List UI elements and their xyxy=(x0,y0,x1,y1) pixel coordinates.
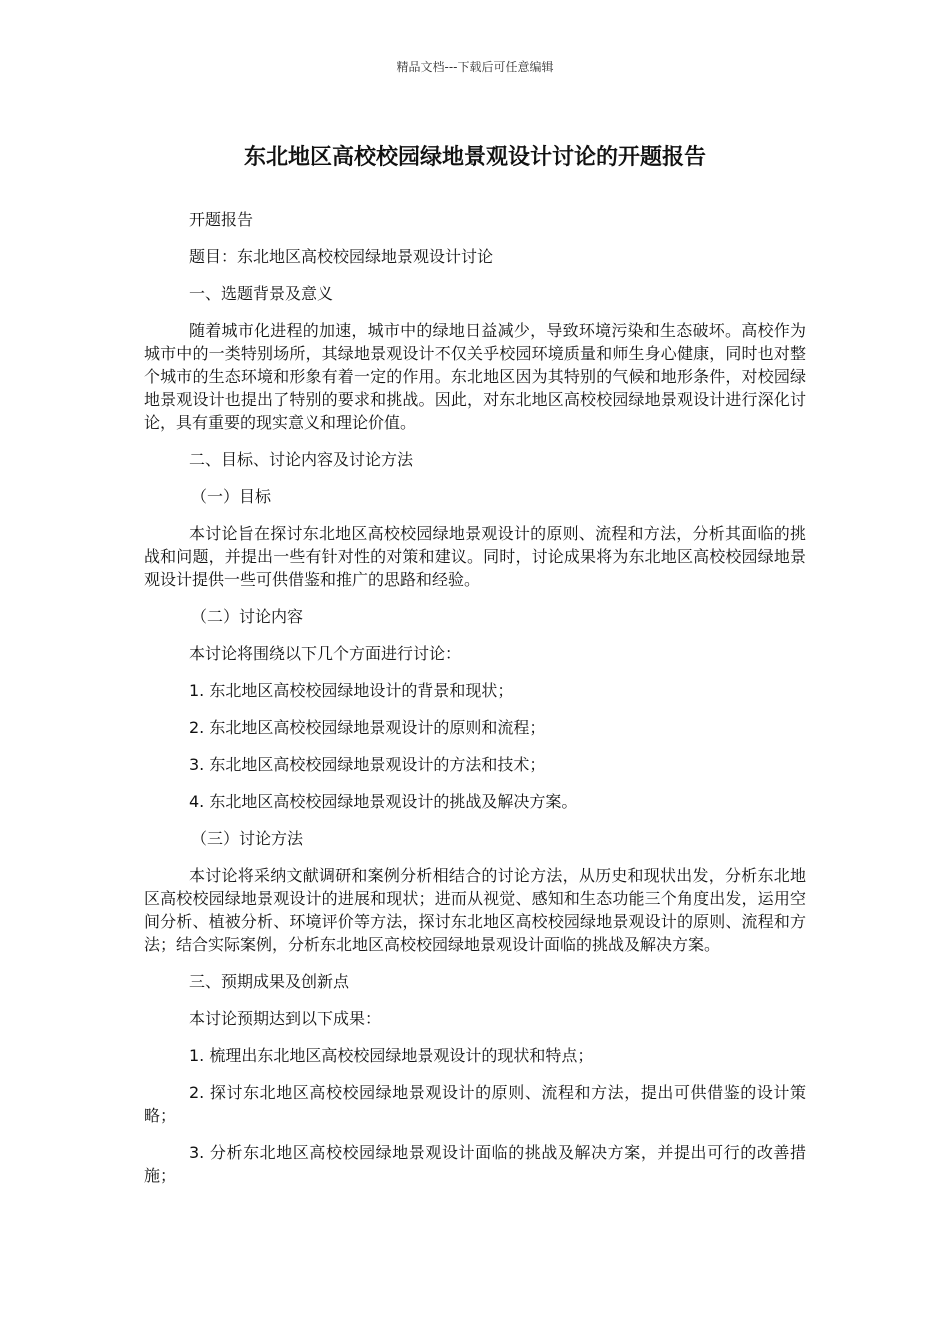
document-body xyxy=(144,208,806,1201)
subsection-heading: （三）讨论方法 xyxy=(191,829,304,848)
section-heading: 一、选题背景及意义 xyxy=(189,284,334,303)
body-paragraph: 本讨论将采纳文献调研和案例分析相结合的讨论方法，从历史和现状出发，分析东北地区高校校园绿地景观设计的进展和现状；进而从视觉、感知和生态功能三个角度出发，运用空间分析、植被分析、环境评价等方法，探讨东北地区高校校园绿地景观设计的原则、流程和方法；结合实际案例，分析东北地区高校校园绿地景观设计面临的挑战及解决方案。 xyxy=(144,866,806,954)
body-paragraph: 随着城市化进程的加速，城市中的绿地日益减少，导致环境污染和生态破坏。高校作为城市中的一类特别场所，其绿地景观设计不仅关乎校园环境质量和师生身心健康，同时也对整个城市的生态环境和形象有着一定的作用。东北地区因为其特别的气候和地形条件，对校园绿地景观设计也提出了特别的要求和挑战。因此，对东北地区高校校园绿地景观设计进行深化讨论，具有重要的现实意义和理论价值。 xyxy=(144,321,806,432)
document-title: 东北地区高校校园绿地景观设计讨论的开题报告 xyxy=(243,145,706,170)
topic-line: 题目：东北地区高校校园绿地景观设计讨论 xyxy=(189,247,494,266)
list-intro: 本讨论预期达到以下成果： xyxy=(189,1009,382,1028)
list-item: 3. 东北地区高校校园绿地景观设计的方法和技术； xyxy=(189,755,546,774)
report-label: 开题报告 xyxy=(189,210,254,229)
list-item: 4. 东北地区高校校园绿地景观设计的挑战及解决方案。 xyxy=(189,792,578,811)
subsection-heading: （二）讨论内容 xyxy=(191,607,304,626)
list-item: 1. 梳理出东北地区高校校园绿地景观设计的现状和特点； xyxy=(189,1046,594,1065)
body-paragraph: 本讨论旨在探讨东北地区高校校园绿地景观设计的原则、流程和方法，分析其面临的挑战和问题，并提出一些有针对性的对策和建议。同时，讨论成果将为东北地区高校校园绿地景观设计提供一些可供借鉴和推广的思路和经验。 xyxy=(144,524,806,589)
section-heading: 二、目标、讨论内容及讨论方法 xyxy=(189,450,414,469)
list-item: 3. 分析东北地区高校校园绿地景观设计面临的挑战及解决方案，并提出可行的改善措施； xyxy=(144,1143,806,1185)
list-intro: 本讨论将围绕以下几个方面进行讨论： xyxy=(189,644,462,663)
section-heading: 三、预期成果及创新点 xyxy=(189,972,350,991)
subsection-heading: （一）目标 xyxy=(191,487,272,506)
list-item: 1. 东北地区高校校园绿地设计的背景和现状； xyxy=(189,681,514,700)
page-header: 精品文档---下载后可任意编辑 xyxy=(396,60,554,74)
list-item: 2. 探讨东北地区高校校园绿地景观设计的原则、流程和方法，提出可供借鉴的设计策略； xyxy=(144,1083,806,1125)
list-item: 2. 东北地区高校校园绿地景观设计的原则和流程； xyxy=(189,718,546,737)
